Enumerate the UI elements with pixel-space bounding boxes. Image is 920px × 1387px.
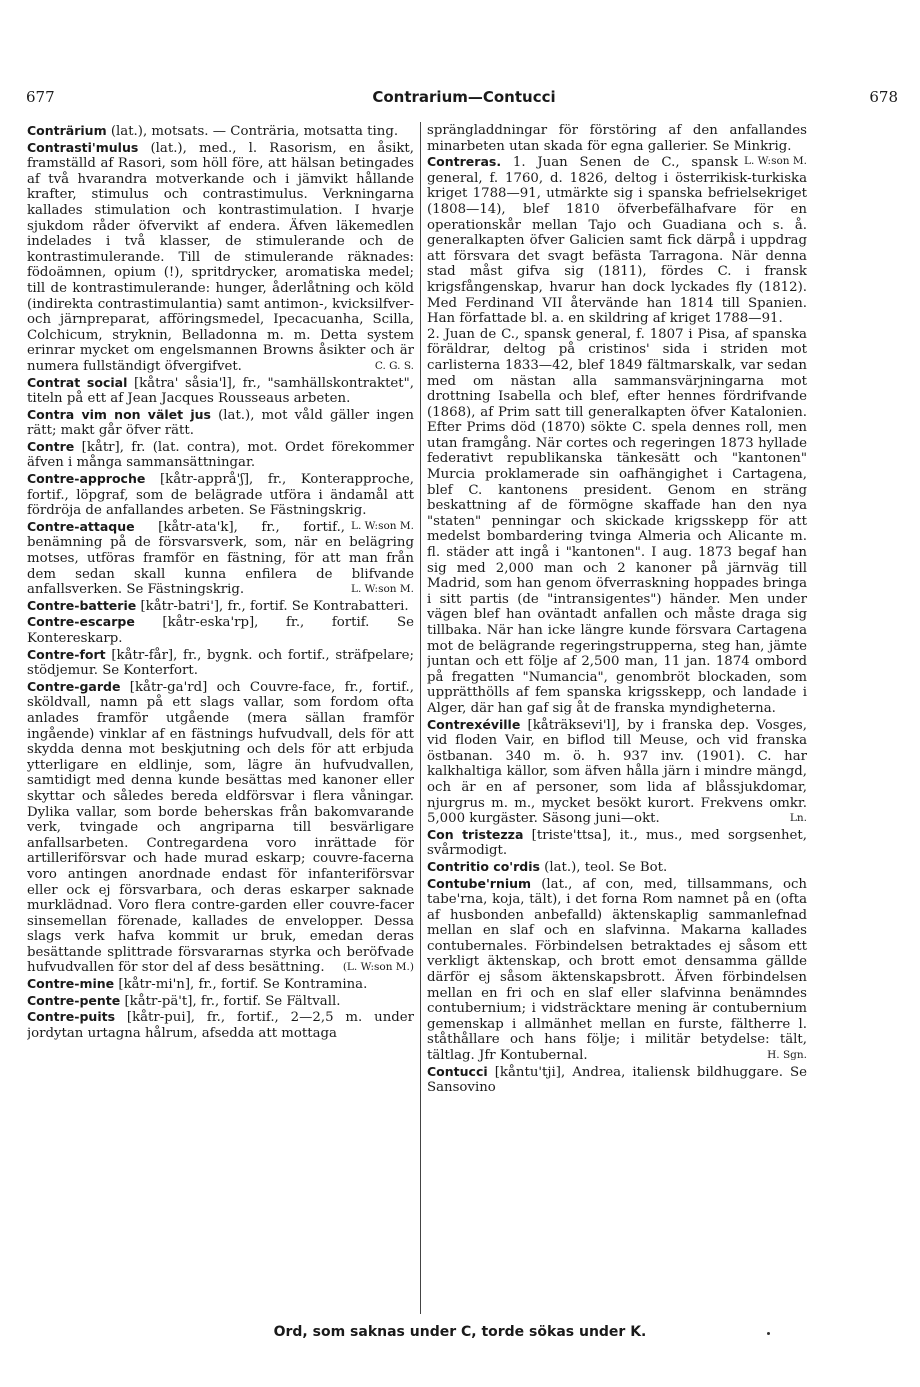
dictionary-entry [27, 993, 414, 1010]
entry-headword: Contre-escarpe [27, 614, 135, 630]
entry-headword: Contritio co'rdis [427, 858, 540, 874]
left-column [27, 123, 414, 1313]
entry-text: (lat.), teol. Se Bot. [539, 859, 668, 875]
entry-headword: Contre-approche [27, 471, 146, 487]
footer-note: Ord, som saknas under C, torde sökas under K. [273, 1324, 647, 1340]
dictionary-entry [427, 859, 807, 876]
author-signature: C. G. S. [374, 359, 414, 372]
entry-text: (lat.), mot våld gäller ingen rätt; makt går öfver rätt. [27, 407, 414, 439]
dictionary-entry [27, 647, 414, 679]
dictionary-entry [27, 407, 414, 439]
left-page-number: 677 [26, 88, 55, 106]
entry-headword: Contre-batterie [27, 597, 137, 613]
dictionary-entry [27, 976, 414, 993]
right-page-number: 678 [869, 88, 898, 106]
dictionary-entry [27, 123, 414, 140]
dictionary-entry [427, 827, 807, 859]
dictionary-entry [27, 375, 414, 407]
entry-text: [kåträksevi'l], by i franska dep. Vosges, vid floden Vair, en biflod till Meuse, och vid franska östbanan. 340 m. ö. h. 937 inv. (1901). C. har kalkhaltiga källor, som äfven hålla järn i mindre mängd, och är en af personer, som lida af blåssjukdomar, njurgrus m. m., mycket besökt kurort. Frekvens omkr. 5,000 kurgäster. Säsong juni—okt. [427, 717, 807, 827]
dictionary-entry [27, 598, 414, 615]
entry-text: (lat., af con, med, tillsammans, och tabe'rna, koja, tält), i det forna Rom namnet på en (ofta af husbonden anbefalld) äktenskaplig sammanlefnad mellan en slaf och en slafvinna. Makarna kallades contubernales. Förbindelsen betraktades ej såsom ett verkligt äktenskap, och brott emot densamma gällde därför ej såsom äktenskapsbrott. Äfven förbindelsen mellan en fri och en slaf eller slafvinna benämndes contubernium; i vidsträcktare mening är contubernium gemenskap i allmänhet mellan en furste, fältherre l. ståthållare och hans följe; i militär betydelse: tält, tältlag. Jfr Kontubernal. [427, 876, 807, 1064]
entry-headword: Conträrium [27, 123, 107, 138]
entry-text: [triste'ttsa], it., mus., med sorgsenhet, svårmodigt. [427, 827, 807, 859]
entry-headword: Contrexéville [427, 716, 521, 732]
entry-text: [kåtr-apprå'ʃ], fr., Konterapproche, fortif., löpgraf, som de belägrade utföra i ändamål att fördröja de anfallandes arbeten. Se Fästningskrig. [27, 472, 414, 519]
entry-text: [kåtr-mi'n], fr., fortif. Se Kontramina. [114, 977, 368, 993]
entry-text: [kåtr], fr. (lat. contra), mot. Ordet förekommer äfven i många sammansättningar. [27, 439, 414, 471]
entry-text: (lat.), med., l. Rasorism, en åsikt, framställd af Rasori, som höll före, att hälsan betingades af två hvarandra motverkande och i jämvikt hållande krafter, stimulus och contrastimulus. Verkningarna kallades stimulation och kontrastimulation. I hvarje sjukdom råder öfvervikt af endera. Äfven läkemedlen indelades i två klasser, de stimulerande och de kontrastimulerande. Till de stimulerande räknades: födoämnen, opium (!), spritdrycker, aromatiska medel; till de kontrastimulerande: hunger, åderlåtning och köld (indirekta contrastimulantia) samt antimon-, kvicksilfver- och järnpreparat, afföringsmedel, Ipecacuanha, Scilla, Colchicum, stryknin, Belladonna m. m. Detta system erinrar mycket om engelsmannen Browns åsikter och är numera fullständigt öfvergifvet. [27, 140, 414, 374]
entry-text: [kåtr-pui], fr., fortif., 2—2,5 m. under jordytan urtagna hålrum, afsedda att mottaga [27, 1010, 414, 1041]
right-column [427, 123, 807, 1313]
entry-headword: Contre [27, 438, 75, 454]
author-signature: H. Sgn. [767, 1049, 807, 1062]
author-signature: (L. W:son M.) [342, 961, 414, 974]
entry-text: [kåtr-batri'], fr., fortif. Se Kontrabatteri. [136, 598, 409, 614]
entry-text: [kåtra' såsia'l], fr., "samhällskontraktet", titeln på ett af Jean Jacques Rousseaus arbeten. [27, 375, 414, 407]
page-title: Contrarium—Contucci [372, 88, 556, 106]
entry-headword: Contre-puits [27, 1009, 116, 1025]
page-header [26, 88, 902, 110]
column-divider [420, 122, 421, 1314]
dictionary-entry [27, 1009, 414, 1041]
dictionary-entry [427, 1064, 807, 1096]
entry-headword: Contre-attaque [27, 518, 135, 534]
dictionary-entry [427, 327, 807, 717]
entry-headword: Contube'rnium [427, 875, 532, 891]
entry-headword: Contreras. [427, 154, 502, 170]
entry-text: [kåtr-får], fr., bygnk. och fortif., sträfpelare; stödjemur. Se Konterfort. [27, 647, 414, 679]
entry-text: 2. Juan de C., spansk general, f. 1807 i Pisa, af spanska föräldrar, deltog på cristinos' sida i striden mot carlisterna 1833—42, blef 1849 fältmarskalk, var sedan med om nästan alla sammansvärjningarna mot drottning Isabella och blef, efter hennes fördrifvande (1868), af Prim satt till generalkapten öfver Katalonien. Efter Prims död (1870) sökte C. spela dennes roll, men utan framgång. När cortes och regeringen 1873 hyllade federativt republikanska tänkesätt och "kantonen" Murcia proklamerade sin oafhängighet i Cartagena, blef C. kantonens president. Genom en sträng beskattning af de förmögne skaffade han den nya "staten" penningar och skickade krigsskepp för att medelst bombardering tvinga Almeria och Alicante m. fl. städer att ingå i "kantonen". I aug. 1873 begaf han sig med 2,000 man och 2 kanoner på järnväg till Madrid, som han genom öfverraskning hoppades bringa i sitt partis (de "intransigentes") händer. Men under vägen blef han oväntadt anfallen och måste draga sig tillbaka. När han icke längre kunde försvara Cartagena mot de belägrande regeringstrupperna, steg han, jämte juntan och ett följe af 2,500 man, 11 jan. 1874 ombord på fregatten "Numancia", genombröt blockaden, som upprätthölls af fem spanska krigsskepp, och landade i Alger, där han gaf sig åt de franska myndigheterna. [427, 326, 807, 716]
entry-text: [kåtr-eska'rp], fr., fortif. Se Kontereskarp. [27, 615, 414, 646]
dictionary-entry [27, 439, 414, 471]
entry-text: (lat.), motsats. — Conträria, motsatta ting. [106, 124, 399, 139]
author-signature: L. W:son M. [744, 155, 807, 168]
entry-headword: Contra vim non välet jus [27, 406, 211, 422]
author-signature: Ln. [789, 812, 807, 825]
dictionary-entry [27, 140, 414, 375]
dictionary-entry [427, 154, 807, 327]
entry-text: [kåntu'tji], Andrea, italiensk bildhuggare. Se Sansovino [427, 1064, 807, 1096]
entry-text: [kåtr-ga'rd] och Couvre-face, fr., fortif., sköldvall, namn på ett slags vallar, som fordom ofta anlades framför utgående (mera sällan framför ingående) vinklar af en fästnings hufvudvall, dels för att skydda denna mot beskjutning och dels för att erbjuda ytterligare en eldlinje, som, lägre än hufvudvallen, samtidigt med denna kunde besättas med kanoner eller skyttar och således bereda eldförsvar i flera våningar. Dylika vallar, som borde beherskas från bakomvarande verk, tvingade och angriparna till besvärligare anfallsarbeten. Contregardena voro inrättade för artilleriförsvar och hade murad eskarp; couvre-facerna voro antingen anordnade endast för infanteriförsvar eller ock ej försvarbara, och deras eskarper saknade murklädnad. Voro flera contre-garden eller couvre-facer sinsemellan förenade, kallades de envelopper. Dessa slags verk hafva kommit ur bruk, emedan deras besättande splittrade försvararnas styrka och beröfvade hufvudvallen för stor del af dess besättning. [27, 679, 414, 976]
dictionary-entry [27, 614, 414, 646]
dictionary-entry [27, 679, 414, 976]
entry-headword: Contre-pente [27, 992, 121, 1008]
entry-headword: Contre-garde [27, 678, 121, 694]
author-signature: L. W:son M. [351, 519, 414, 532]
entry-headword: Contre-mine [27, 976, 115, 992]
entry-headword: Contrat social [27, 374, 128, 390]
entry-headword: Contrasti'mulus [27, 139, 139, 155]
entry-text: [kåtr-pä't], fr., fortif. Se Fältvall. [120, 993, 341, 1009]
entry-headword: Contucci [427, 1063, 488, 1079]
scan-speck [767, 1332, 770, 1335]
author-signature: L. W:son M. [351, 583, 414, 596]
entry-text: sprängladdningar för förstöring af den anfallandes minarbeten utan skada för egna gallerier. Se Minkrig. [427, 123, 807, 154]
entry-headword: Contre-fort [27, 646, 106, 662]
entry-text: [kåtr-ata'k], fr., fortif., benämning på de försvarsverk, som, när en belägring motses, utföras framför en fästning, för att man från dem sedan skall kunna enfilera de blifvande anfallsverken. Se Fästningskrig. [27, 519, 414, 598]
dictionary-entry [427, 876, 807, 1064]
entry-text: 1. Juan Senen de C., spansk general, f. 1760, d. 1826, deltog i österrikisk-turkiska kriget 1788—91, utmärkte sig i spanska befrielsekriget (1808—14), blef 1810 öfverbefälhafvare för en operationskår mellan Tajo och Guadiana och s. å. generalkapten öfver Galicien samt fick därpå i uppdrag att försvara det svagt befästa Tarragona. När denna stad måst gifva sig (1811), fördes C. i fransk krigsfångenskap, hvarur han dock lyckades fly (1812). Med Ferdinand VII återvände han 1814 till Spanien. Han författade bl. a. en skildring af kriget 1788—91. [427, 155, 807, 327]
dictionary-entry [427, 717, 807, 827]
entry-headword: Con tristezza [427, 826, 524, 842]
